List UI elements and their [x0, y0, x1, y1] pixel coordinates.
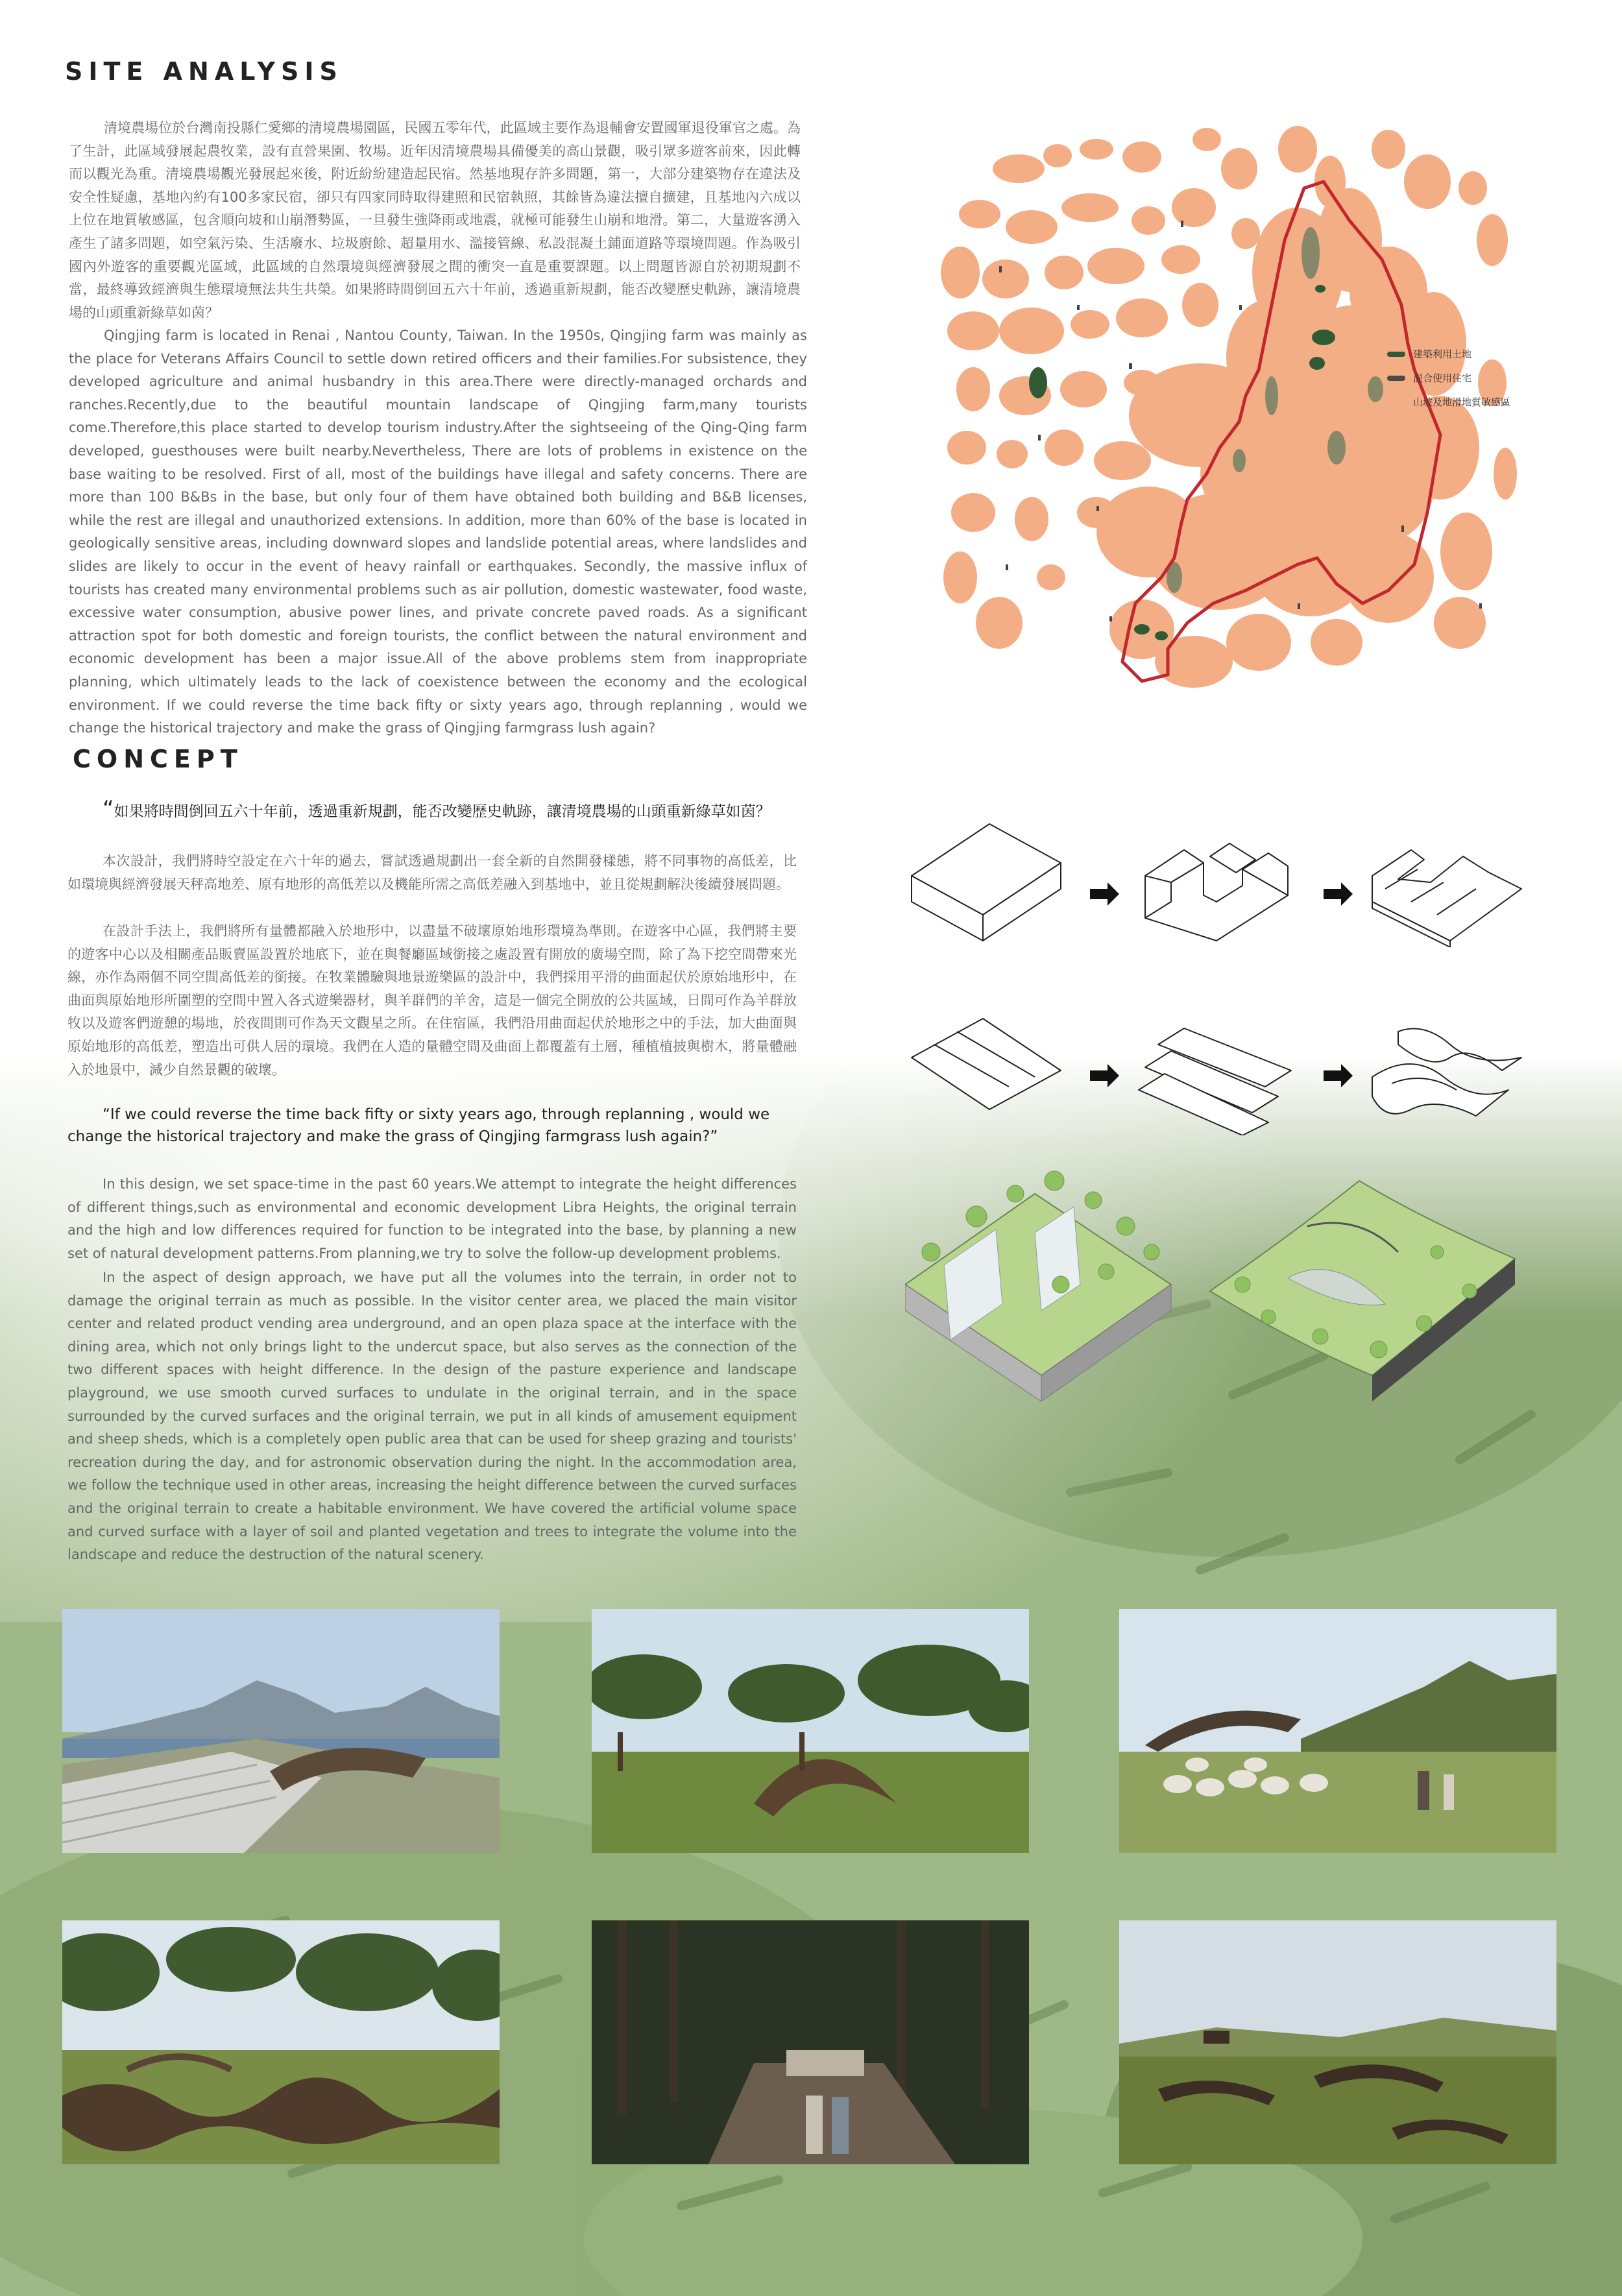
- legend-label: 山坡及地滑地質敏感區: [1413, 396, 1511, 408]
- volume-block-carved: [1145, 843, 1288, 941]
- legend-swatch: [1387, 400, 1405, 405]
- quote-mark: “: [103, 796, 114, 822]
- render-tree-pavilion: [592, 1609, 1029, 1853]
- legend-swatch: [1387, 352, 1405, 357]
- legend-item-mixed-use: [1387, 366, 1510, 390]
- concept-diagram-surface-sequence: [905, 1006, 1528, 1135]
- render-visitor-center-plaza: [62, 1609, 500, 1853]
- volume-block-terrain: [1372, 850, 1521, 947]
- site-analysis-chinese-paragraph: 清境農場位於台灣南投縣仁愛鄉的清境農場園區，民國五零年代，此區域主要作為退輔會安置國軍退役軍官之處。為了生計，此區域發展起農牧業，設有直營果園、牧場。近年因清境農場具備優美的高山景觀，吸引眾多遊客前來，因此轉而以觀光為重。清境農場觀光發展起來後，附近紛紛建造起民宿。然基地現存許多問題，第一，大部分建築物存在違法及安全性疑慮，基地內約有100多家民宿，卻只有四家同時取得建照和民宿執照，其餘皆為違法擅自擴建，且基地內六成以上位在地質敏感區，包含順向坡和山崩潛勢區，一旦發生強降雨或地震，就極可能發生山崩和地滑。第二，大量遊客湧入產生了諸多問題，如空氣污染、生活廢水、垃圾廚餘、超量用水、濫接管線、私設混凝土鋪面道路等環境問題。作為吸引國內外遊客的重要觀光區域，此區域的自然環境與經濟發展之間的衝突一直是重要課題。以上問題皆源自於初期規劃不當，最終導致經濟與生態環境無法共生共榮。如果將時間倒回五六十年前，透過重新規劃，能否改變歷史軌跡，讓清境農場的山頭重新綠草如茵？: [69, 120, 801, 320]
- volume-block-solid: [912, 824, 1061, 941]
- render-forest-boardwalk: [592, 1920, 1029, 2164]
- legend-item-sensitive-area: [1387, 390, 1510, 414]
- concept-diagram-volume-sequence: [905, 817, 1528, 947]
- concept-quote-chinese: [103, 798, 816, 823]
- render-accommodation-terrain: [1119, 1920, 1556, 2164]
- legend-label: 建築利用土地: [1413, 348, 1472, 360]
- legend-item-building-land: [1387, 342, 1510, 366]
- concept-chinese-paragraph-2: 在設計手法上，我們將所有量體都融入於地形中，以盡量不破壞原始地形環境為準則。在遊客中心區，我們將主要的遊客中心以及相關產品販賣區設置於地底下，並在與餐廳區域銜接之處設置有開放的廣場空間，除了為下挖空間帶來光線，亦作為兩個不同空間高低差的銜接。在牧業體驗與地景遊樂區的設計中，我們採用平滑的曲面起伏於原始地形中，在曲面與原始地形所圍塑的空間中置入各式遊樂器材，與羊群們的羊舍，這是一個完全開放的公共區域，日間可作為羊群放牧以及遊客們遊憩的場地，於夜間則可作為天文觀星之所。在住宿區，我們沿用曲面起伏於地形之中的手法，加大曲面與原始地形的高低差，塑造出可供人居的環境。我們在人造的量體空間及曲面上都覆蓋有土層，種植植披與樹木，將量體融入於地景中，減少自然景觀的破壞。: [67, 923, 797, 1078]
- legend-label: 混合使用住宅: [1413, 372, 1472, 384]
- site-analysis-english-paragraph: Qingjing farm is located in Renai , Nantou County, Taiwan. In the 1950s, Qingjing farm was mainly as the place for Veterans Affairs Council to settle down retired officers and their families.For subsistence, they developed agriculture and animal husbandry in this area.There were directly-managed orchards and ranches.Recently,due to the beautiful mountain landscape of Qingjing farm,many tourists come.Therefore,this place started to develop tourism industry.After the sightseeing of the Qing-Qing farm developed, guesthouses were built nearby.Nevertheless, There are lots of problems in existence on the base waiting to be resolved. First of all, most of the buildings have illegal and safety concerns. There are more than 100 B&Bs in the base, but only four of them have obtained both building and B&B licenses, while the rest are illegal and unauthorized extensions. In addition, more than 60% of the base is located in geologically sensitive areas, including downward slopes and landslide potential areas, where landslides and slides are likely to occur in the event of heavy rainfall or earthquakes. Secondly, the massive influx of tourists has created many environmental problems such as air pollution, domestic wastewater, food waste, excessive water consumption, abusive power lines, and private concrete paved roads. As a significant attraction spot for both domestic and foreign tourists, the conflict between the natural environment and economic development has been a major issue.All of the above problems stem from inappropriate planning, which ultimately leads to the lack of coexistence between the economy and the ecological environment. If we could reverse the time back fifty or sixty years ago, through replanning , would we change the historical trajectory and make the grass of Qingjing farmgrass lush again?: [69, 328, 807, 736]
- surface-plane-curved: [1372, 1029, 1521, 1117]
- concept-massing-models: [905, 1155, 1528, 1401]
- quote-text: 如果將時間倒回五六十年前，透過重新規劃，能否改變歷史軌跡，讓清境農場的山頭重新綠草如茵？: [114, 803, 771, 820]
- concept-heading: CONCEPT: [73, 745, 243, 773]
- concept-english-paragraph-1: In this design, we set space-time in the past 60 years.We attempt to integrate the height differences of different things,such as environmental and economic development Libra Heights, the original terrain and the high and low differences required for function to be integrated into the base, by planning a new set of natural development patterns.From planning,we try to solve the follow-up development problems.: [67, 1176, 797, 1261]
- concept-english-paragraph-2: In the aspect of design approach, we have put all the volumes into the terrain, in order not to damage the original terrain as much as possible. In the visitor center area, we placed the main visitor center and related product vending area underground, and an open plaza space at the interface with the dining area, which not only brings light to the undercut space, but also serves as the connection of the two different spaces with height difference. In the design of the pasture experience and landscape playground, we use smooth curved surfaces to undulate in the original terrain, and in the space surrounded by the curved surfaces and the original terrain, we put in all kinds of amusement equipment and sheep sheds, which is a completely open public area that can be used for sheep grazing and tourists' recreation during the day, and for astronomic observation during the night. In the accommodation area, we follow the technique used in other areas, increasing the height difference between the curved surfaces and the original terrain to create a habitable environment. We have covered the artificial volume space and curved surface with a layer of soil and planted vegetation and trees to integrate the volume into the landscape and reduce the destruction of the natural scenery.: [67, 1270, 797, 1563]
- render-landscape-playground: [62, 1920, 500, 2164]
- surface-plane-layers: [912, 1019, 1061, 1109]
- concept-quote-english: “If we could reverse the time back fifty or sixty years ago, through replanning , would we change the historical trajectory and make the grass of Qingjing farmgrass lush again?”: [67, 1106, 770, 1145]
- massing-model-visitor-center: [905, 1171, 1171, 1401]
- site-analysis-heading: SITE ANALYSIS: [65, 57, 343, 86]
- site-map-legend: [1387, 342, 1510, 414]
- surface-plane-split: [1139, 1028, 1291, 1135]
- massing-model-landscape: [1210, 1181, 1515, 1401]
- render-sheep-pasture: [1119, 1609, 1556, 1853]
- legend-swatch: [1387, 376, 1405, 381]
- concept-chinese-paragraph-1: 本次設計，我們將時空設定在六十年的過去，嘗試透過規劃出一套全新的自然開發樣態，將不同事物的高低差，比如環境與經濟發展天秤高地差、原有地形的高低差以及機能所需之高低差融入到基地中，並且從規劃解決後續發展問題。: [67, 853, 797, 892]
